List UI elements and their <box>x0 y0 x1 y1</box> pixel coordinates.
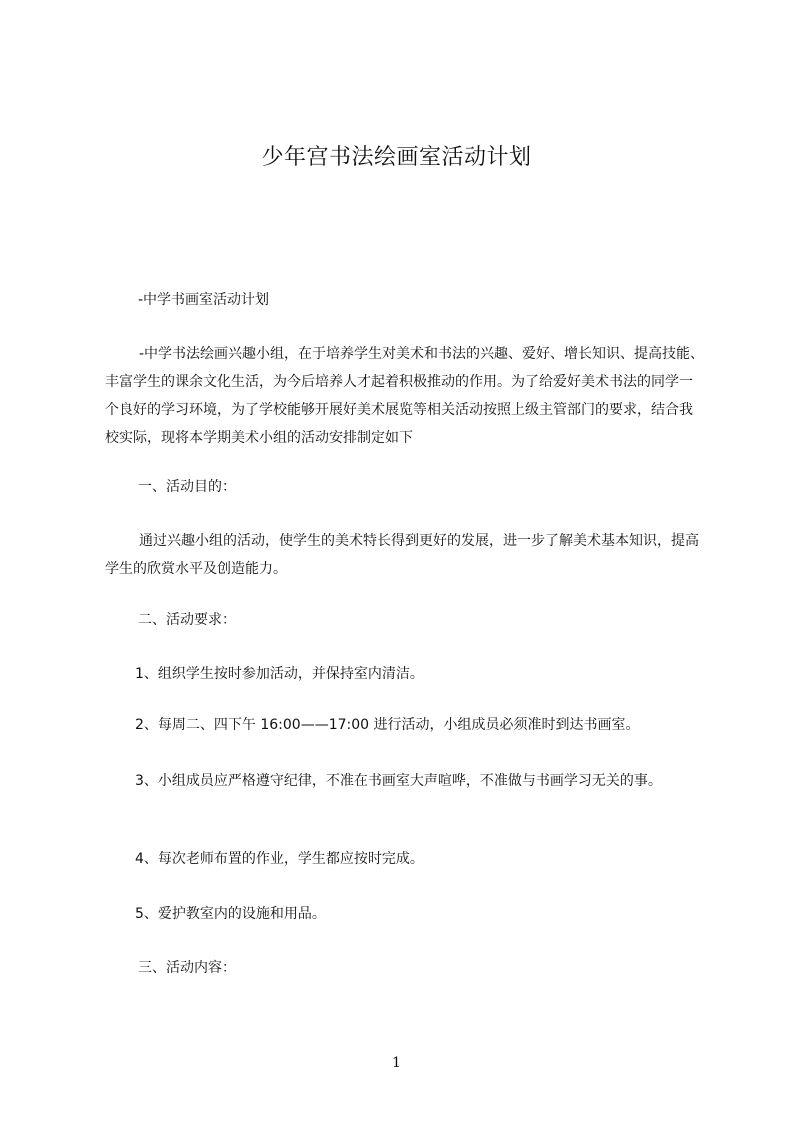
page-number: 1 <box>392 1055 401 1071</box>
requirement-item: 1、组织学生按时参加活动，并保持室内清洁。 <box>135 666 424 682</box>
requirement-item: 5、爱护教室内的设施和用品。 <box>135 906 326 922</box>
section-1-heading: 一、活动目的： <box>138 479 236 495</box>
requirement-item: 2、每周二、四下午 16:00——17:00 进行活动，小组成员必须准时到达书画室。 <box>135 717 640 733</box>
section-3-heading: 三、活动内容： <box>138 960 236 976</box>
document-title: 少年宫书法绘画室活动计划 <box>261 145 532 170</box>
requirement-item: 4、每次老师布置的作业，学生都应按时完成。 <box>135 851 424 867</box>
requirement-item: 3、小组成员应严格遵守纪律，不准在书画室大声喧哗，不准做与书画学习无关的事。 <box>135 773 662 789</box>
subheading: -中学书画室活动计划 <box>138 292 270 308</box>
section-2-heading: 二、活动要求： <box>138 612 236 628</box>
intro-paragraph: -中学书法绘画兴趣小组，在于培养学生对美术和书法的兴趣、爱好、增长知识、提高技能、丰富学生的课余文化生活，为今后培养人才起着积极推动的作用。为了给爱好美术书法的同学一个良好的学习环境，为了学校能够开展好美术展览等相关活动按照上级主管部门的要求，结合我校实际，现将本学期美术小组的活动安排制定如下 <box>105 346 705 446</box>
section-1-body: 通过兴趣小组的活动，使学生的美术特长得到更好的发展，进一步了解美术基本知识，提高学生的欣赏水平及创造能力。 <box>105 533 699 577</box>
